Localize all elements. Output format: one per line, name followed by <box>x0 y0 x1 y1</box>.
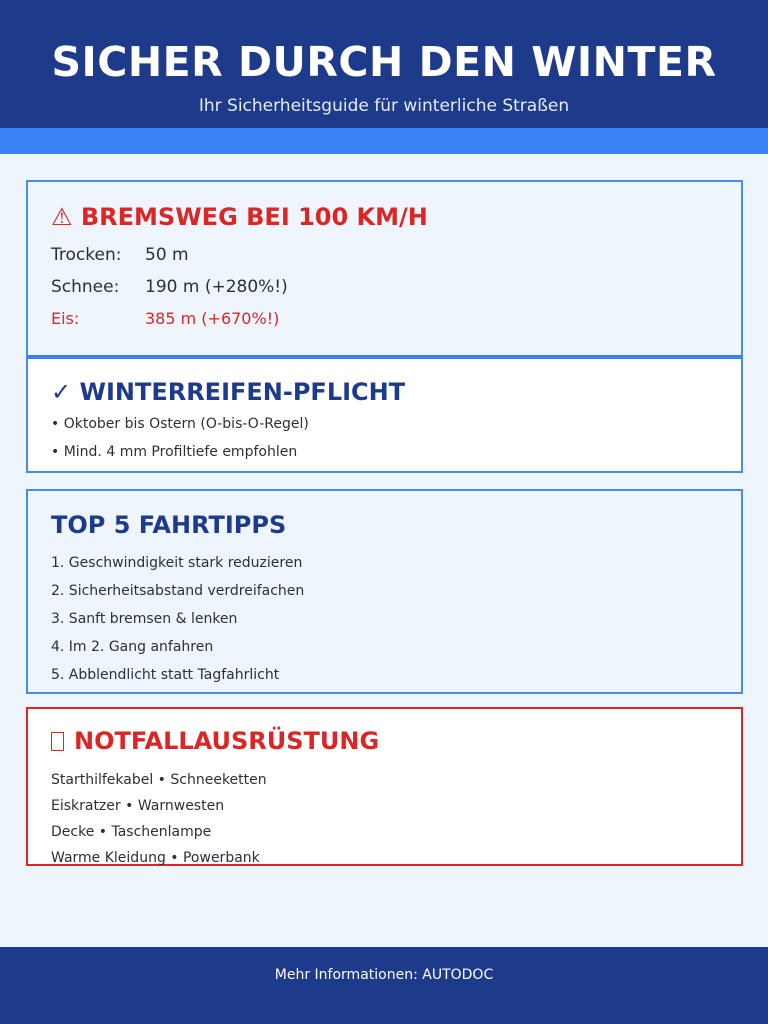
braking-row-ice <box>51 308 279 330</box>
list-item: 5. Abblendlicht statt Tagfahrlicht <box>51 667 280 683</box>
list-item: • Mind. 4 mm Profiltiefe empfohlen <box>51 444 298 460</box>
checkmark-icon: ✓ <box>51 378 72 406</box>
tires-card-title <box>51 377 405 407</box>
list-item: • Oktober bis Ostern (O-bis-O-Regel) <box>51 416 309 432</box>
driving-tips-card <box>26 489 743 694</box>
braking-value: 385 m (+670%!) <box>145 309 280 328</box>
braking-value: 190 m (+280%!) <box>145 277 288 297</box>
braking-row-snow <box>51 276 288 298</box>
page-subtitle: Ihr Sicherheitsguide für winterliche Straßen <box>198 96 570 116</box>
footer-text: Mehr Informationen: AUTODOC <box>274 967 494 983</box>
emergency-title-text: NOTFALLAUSRÜSTUNG <box>74 727 380 755</box>
list-item: 4. Im 2. Gang anfahren <box>51 639 214 655</box>
page-header <box>0 0 768 128</box>
emergency-card-title <box>51 726 379 756</box>
braking-value: 50 m <box>145 245 189 265</box>
list-item: Eiskratzer • Warnwesten <box>51 798 225 814</box>
tires-title-text: WINTERREIFEN-PFLICHT <box>79 378 406 406</box>
braking-card-title <box>51 202 428 232</box>
tips-card-title: TOP 5 FAHRTIPPS <box>51 511 287 539</box>
missing-glyph-icon <box>51 732 64 751</box>
page-footer <box>0 947 768 1024</box>
list-item: Decke • Taschenlampe <box>51 824 212 840</box>
braking-row-dry <box>51 244 189 266</box>
list-item: Warme Kleidung • Powerbank <box>51 850 260 866</box>
warning-icon: ⚠ <box>51 203 73 231</box>
page-title: SICHER DURCH DEN WINTER <box>51 38 717 86</box>
list-item: 1. Geschwindigkeit stark reduzieren <box>51 555 303 571</box>
braking-distance-card <box>26 180 743 359</box>
accent-bar <box>0 128 768 154</box>
list-item: Starthilfekabel • Schneeketten <box>51 772 267 788</box>
braking-label: Trocken: <box>51 245 122 265</box>
list-item: 3. Sanft bremsen & lenken <box>51 611 238 627</box>
emergency-equipment-card <box>26 707 743 866</box>
braking-label: Schnee: <box>51 277 120 297</box>
list-item: 2. Sicherheitsabstand verdreifachen <box>51 583 305 599</box>
braking-label: Eis: <box>51 309 80 328</box>
winter-tires-card <box>26 359 743 473</box>
braking-title-text: BREMSWEG BEI 100 KM/H <box>80 203 428 231</box>
